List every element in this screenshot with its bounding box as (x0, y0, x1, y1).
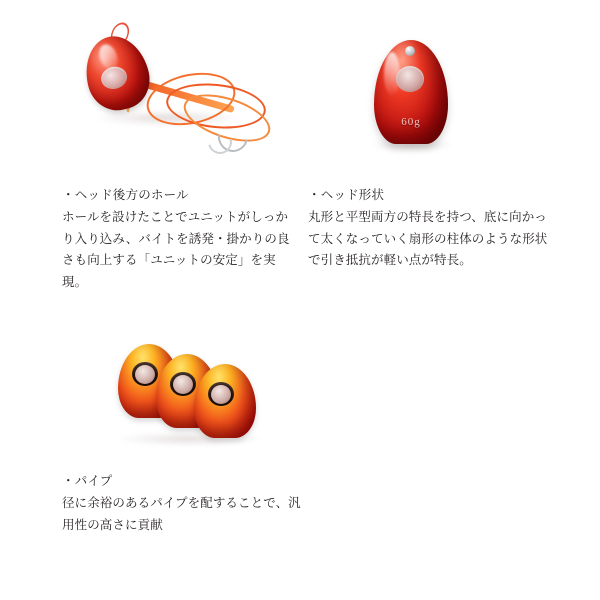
caption-body: 径に余裕のあるパイプを配することで、汎用性の高さに貢献 (62, 496, 301, 532)
caption-title: ・パイプ (62, 474, 113, 488)
feature-block-head-rear-hole (62, 18, 294, 293)
caption-head-rear-hole (62, 186, 294, 293)
feature-block-head-shape (308, 18, 548, 272)
tai-rubber-jig-illustration (62, 18, 294, 170)
caption-body: ホールを設けたことでユニットがしっかり入り込み、バイトを誘発・掛かりの良さも向上する「ユニットの安定」を実現。 (62, 210, 290, 289)
caption-head-shape (308, 186, 548, 272)
weight-label: 60g (401, 116, 421, 128)
head-shape-photo (308, 18, 548, 170)
three-jig-heads-illustration (62, 332, 302, 454)
caption-title: ・ヘッド後方のホール (62, 188, 189, 202)
caption-title: ・ヘッド形状 (308, 188, 385, 202)
head-side-hole (396, 66, 424, 92)
feature-block-pipe (62, 332, 302, 536)
pipe-ring-2 (173, 375, 193, 394)
jig-head-60g-illustration (308, 18, 548, 170)
pipe-ring-1 (135, 365, 155, 384)
caption-pipe (62, 472, 302, 536)
line-eye-pin (405, 46, 415, 56)
pipe-photo (62, 332, 302, 454)
head-rear-hole-photo (62, 18, 294, 170)
pipe-ring-3 (211, 385, 231, 404)
caption-body: 丸形と平型両方の特長を持つ、底に向かって太くなっていく扇形の柱体のような形状で引き抵抗が軽い点が特長。 (308, 210, 548, 268)
